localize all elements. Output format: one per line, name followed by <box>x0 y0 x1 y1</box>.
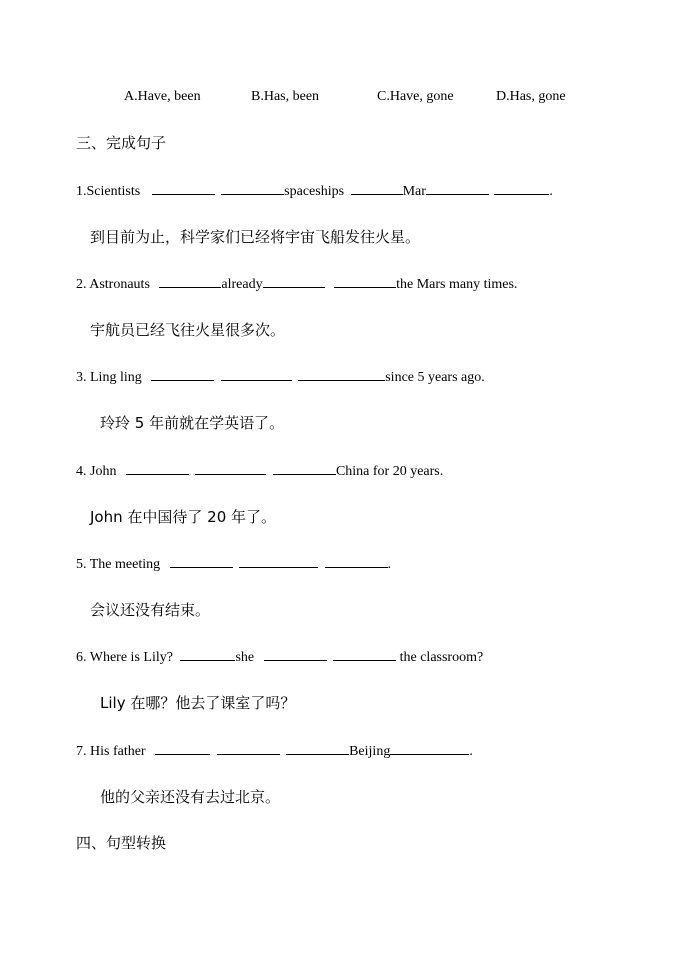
answer-blank[interactable] <box>151 368 214 381</box>
answer-blank[interactable] <box>334 275 396 288</box>
question-7-lead: 7. His father <box>76 744 146 759</box>
answer-blank[interactable] <box>494 182 549 195</box>
question-1-word-1: spaceships <box>284 184 345 199</box>
answer-blank[interactable] <box>180 648 235 661</box>
answer-blank[interactable] <box>239 555 318 568</box>
answer-blank[interactable] <box>195 462 266 475</box>
question-5 <box>76 555 391 574</box>
question-3-translation: 玲玲 5 年前就在学英语了。 <box>100 414 285 432</box>
answer-blank[interactable] <box>155 742 210 755</box>
section-4-title: 四、句型转换 <box>76 834 167 852</box>
section-3-title: 三、完成句子 <box>76 134 167 152</box>
answer-blank[interactable] <box>264 648 327 661</box>
question-6-word-2: the classroom? <box>399 650 484 665</box>
answer-blank[interactable] <box>221 368 292 381</box>
option-c: C.Have, gone <box>377 89 454 104</box>
answer-blank[interactable] <box>263 275 325 288</box>
question-2-lead: 2. Astronauts <box>76 277 150 292</box>
question-3-word-1: since 5 years ago. <box>385 370 485 385</box>
answer-blank[interactable] <box>298 368 385 381</box>
answer-blank[interactable] <box>333 648 396 661</box>
question-1 <box>76 182 553 201</box>
answer-blank[interactable] <box>159 275 221 288</box>
question-1-lead: 1.Scientists <box>76 184 141 199</box>
question-1-word-2: Mar <box>402 184 426 199</box>
question-7-translation: 他的父亲还没有去过北京。 <box>100 788 281 806</box>
option-b: B.Has, been <box>251 89 320 104</box>
question-2-word-2: the Mars many times. <box>396 277 518 292</box>
question-6 <box>76 648 483 667</box>
answer-blank[interactable] <box>325 555 388 568</box>
question-3-lead: 3. Ling ling <box>76 370 142 385</box>
option-a: A.Have, been <box>124 89 201 104</box>
answer-blank[interactable] <box>217 742 280 755</box>
answer-blank[interactable] <box>426 182 489 195</box>
question-1-end: . <box>549 184 553 199</box>
question-2-translation: 宇航员已经飞往火星很多次。 <box>90 321 286 339</box>
answer-blank[interactable] <box>273 462 336 475</box>
question-7 <box>76 742 473 761</box>
answer-blank[interactable] <box>286 742 349 755</box>
question-6-translation: Lily 在哪？他去了课室了吗？ <box>100 694 296 712</box>
question-6-lead: 6. Where is Lily? <box>76 650 173 665</box>
question-5-translation: 会议还没有结束。 <box>90 601 211 619</box>
answer-blank[interactable] <box>152 182 215 195</box>
question-7-end: . <box>469 744 473 759</box>
question-4-word-1: China for 20 years. <box>335 464 444 479</box>
option-d: D.Has, gone <box>496 89 566 104</box>
question-5-end: . <box>387 557 392 572</box>
question-7-word-1: Beijing <box>349 744 391 759</box>
answer-blank[interactable] <box>390 742 469 755</box>
question-3 <box>76 368 485 387</box>
answer-blank[interactable] <box>126 462 189 475</box>
question-5-lead: 5. The meeting <box>76 557 161 572</box>
question-2 <box>76 275 517 294</box>
question-4 <box>76 462 443 481</box>
question-2-word-1: already <box>221 277 263 292</box>
question-4-translation: John 在中国待了 20 年了。 <box>90 508 277 526</box>
answer-blank[interactable] <box>170 555 233 568</box>
question-6-word-1: she <box>235 650 255 665</box>
question-1-translation: 到目前为止，科学家们已经将宇宙飞船发往火星。 <box>90 228 421 246</box>
answer-blank[interactable] <box>221 182 284 195</box>
question-4-lead: 4. John <box>76 464 117 479</box>
answer-blank[interactable] <box>351 182 403 195</box>
